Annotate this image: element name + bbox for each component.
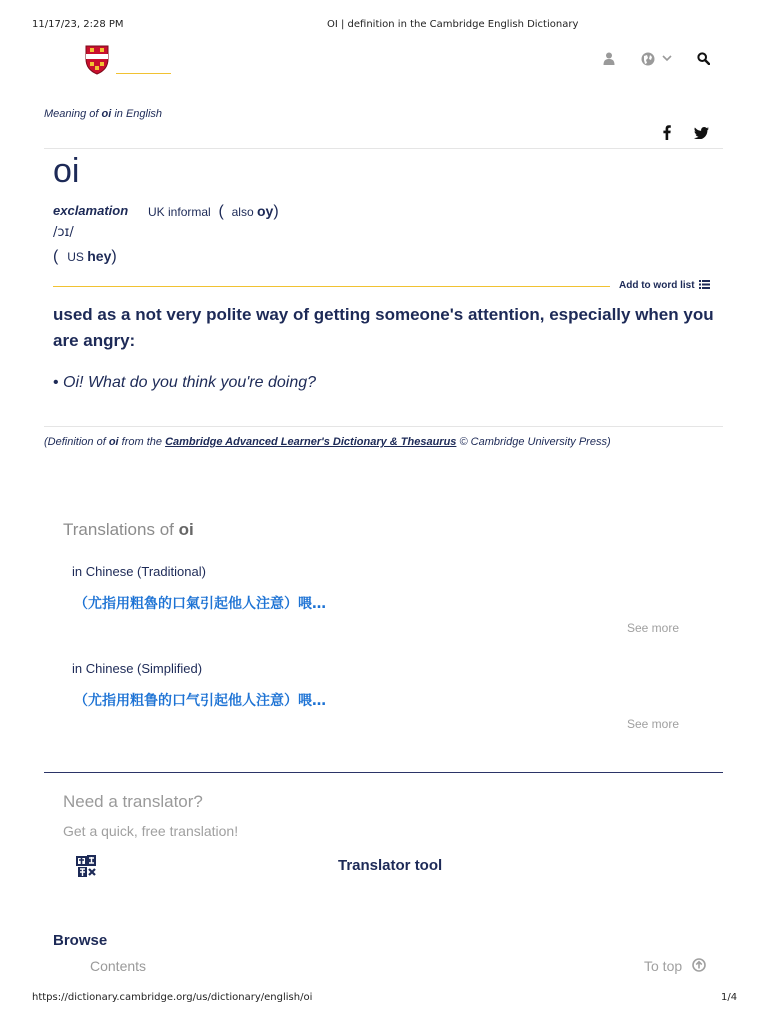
twitter-icon[interactable]: [694, 127, 709, 139]
globe-icon[interactable]: [641, 52, 655, 66]
browse-heading: Browse: [53, 932, 108, 949]
source-middle: from the: [118, 436, 166, 448]
add-to-word-list-button[interactable]: [619, 280, 710, 291]
us-variant-line: ( US hey): [53, 248, 117, 265]
source-citation: [44, 436, 611, 448]
translation-text[interactable]: （尤指用粗魯的口氣引起他人注意）喂…: [74, 596, 326, 612]
contents-link[interactable]: Contents: [90, 958, 147, 974]
part-of-speech: exclamation: [53, 203, 129, 218]
cambridge-crest-logo[interactable]: [85, 45, 109, 75]
variant-word[interactable]: oy: [256, 203, 274, 219]
translate-icon[interactable]: [76, 854, 98, 878]
bullet: •: [53, 374, 64, 391]
entry-top-divider: [44, 148, 723, 149]
translator-divider: [44, 772, 723, 773]
print-title: OI | definition in the Cambridge English Dictionary: [327, 19, 579, 30]
translations-title: [63, 520, 194, 540]
translations-title-prefix: Translations of: [63, 520, 179, 539]
example-text: Oi! What do you think you're doing?: [63, 374, 317, 391]
register-label: informal: [168, 205, 211, 219]
translation-language: in Chinese (Traditional): [72, 564, 206, 579]
us-label: US: [67, 250, 84, 264]
meaning-prefix: Meaning of: [44, 108, 102, 120]
arrow-up-circle-icon: [692, 958, 706, 972]
region-label: UK: [148, 205, 165, 219]
logo-underline: [116, 73, 171, 74]
source-divider: [44, 426, 723, 427]
to-top-label: To top: [644, 958, 683, 974]
example-sentence: [53, 374, 316, 392]
print-url: https://dictionary.cambridge.org/us/dictionary/english/oi: [32, 992, 313, 1003]
also-label: also: [231, 205, 254, 219]
user-icon[interactable]: [603, 52, 615, 65]
translator-tool-link[interactable]: Translator tool: [338, 857, 443, 874]
definition-text: used as a not very polite way of getting someone's attention, especially when you are angry:: [53, 305, 714, 350]
translation-text[interactable]: （尤指用粗鲁的口气引起他人注意）喂…: [74, 693, 326, 709]
definition-divider: [53, 286, 610, 287]
source-dictionary-link[interactable]: Cambridge Advanced Learner's Dictionary & Thesaurus: [165, 436, 457, 448]
source-word: oi: [108, 436, 119, 448]
meaning-label: [44, 108, 162, 120]
search-icon[interactable]: [697, 52, 710, 65]
translator-subtitle: Get a quick, free translation!: [63, 823, 239, 839]
headword: oi: [53, 152, 80, 190]
translations-title-word: oi: [178, 520, 194, 539]
facebook-icon[interactable]: [663, 125, 671, 140]
chevron-down-icon[interactable]: [662, 55, 672, 62]
to-top-button[interactable]: [644, 958, 706, 974]
usage-labels: UK informal ( also oy): [148, 203, 279, 220]
print-page-number: 1/4: [721, 992, 738, 1003]
see-more-link[interactable]: See more: [627, 717, 680, 731]
source-prefix: (Definition of: [44, 436, 109, 448]
pronunciation: /ɔɪ/: [53, 225, 74, 240]
translator-title: Need a translator?: [63, 792, 203, 811]
source-suffix: © Cambridge University Press): [456, 436, 611, 448]
meaning-word: oi: [101, 108, 112, 120]
add-to-word-list-label: Add to word list: [619, 280, 695, 291]
see-more-link[interactable]: See more: [627, 621, 680, 635]
us-variant-word[interactable]: hey: [87, 248, 112, 264]
print-datetime: 11/17/23, 2:28 PM: [32, 19, 124, 30]
translation-language: in Chinese (Simplified): [72, 661, 203, 676]
list-icon: [699, 280, 710, 289]
meaning-suffix: in English: [111, 108, 163, 120]
